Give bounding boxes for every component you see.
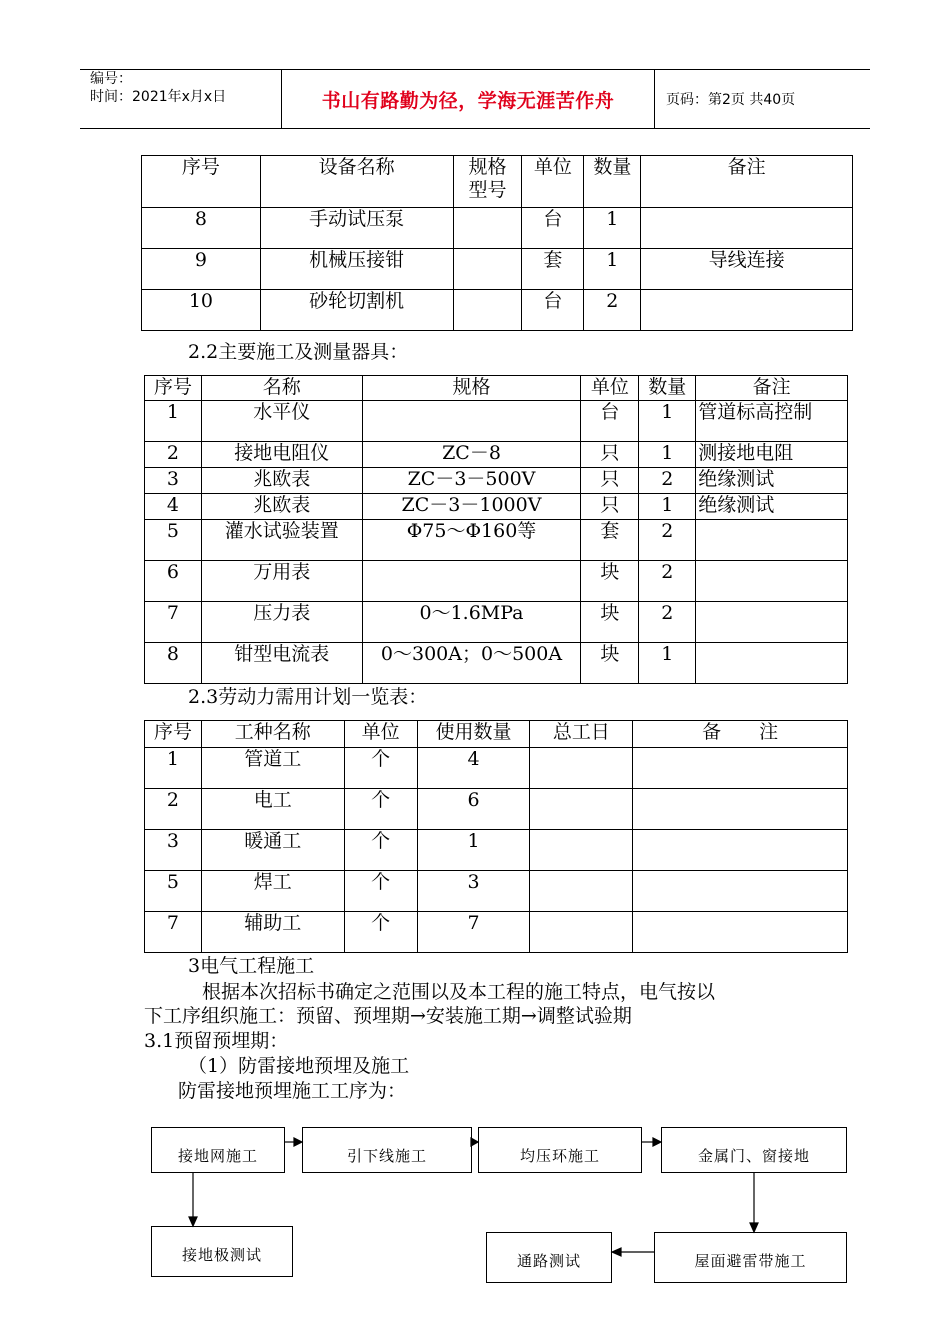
- cell: 块: [581, 561, 639, 602]
- cell: 2: [584, 290, 641, 331]
- col-header: 序号: [142, 156, 261, 208]
- section-heading: 3.1预留预埋期：: [144, 1030, 289, 1052]
- col-header: 单位: [344, 721, 417, 748]
- cell: 管道工: [201, 748, 344, 789]
- cell: 4: [417, 748, 530, 789]
- flow-step-box: 引下线施工: [302, 1127, 472, 1173]
- cell: 2: [639, 468, 696, 494]
- flow-arrowhead: [750, 1223, 758, 1232]
- page-label: 页码：第2页 共40页: [666, 92, 796, 108]
- cell: 0～300A；0～500A: [362, 643, 581, 684]
- cell: 8: [142, 208, 261, 249]
- col-header: 工种名称: [201, 721, 344, 748]
- section-heading: 2.3劳动力需用计划一览表：: [188, 686, 428, 708]
- cell: 9: [142, 249, 261, 290]
- cell: 2: [145, 789, 202, 830]
- cell: 砂轮切割机: [260, 290, 453, 331]
- cell: 只: [581, 468, 639, 494]
- cell: 钳型电流表: [201, 643, 362, 684]
- cell: 管道标高控制: [696, 401, 848, 442]
- cell: 灌水试验装置: [201, 520, 362, 561]
- cell: 万用表: [201, 561, 362, 602]
- flow-step-box: 通路测试: [486, 1232, 612, 1283]
- col-header: 备注: [641, 156, 853, 208]
- flow-step-box: 接地网施工: [151, 1127, 285, 1173]
- col-header: 序号: [145, 721, 202, 748]
- spec-header-line: 型号: [468, 179, 507, 201]
- paragraph-line: 下工序组织施工：预留、预埋期→安装施工期→调整试验期: [144, 1005, 632, 1027]
- cell: 焊工: [201, 871, 344, 912]
- cell: 6: [145, 561, 202, 602]
- cell: 机械压接钳: [260, 249, 453, 290]
- cell: 1: [145, 748, 202, 789]
- cell: 块: [581, 643, 639, 684]
- cell: Φ75～Φ160等: [362, 520, 581, 561]
- cell: 1: [417, 830, 530, 871]
- cell: 1: [639, 494, 696, 520]
- paragraph-line: 防雷接地预埋施工工序为：: [178, 1080, 407, 1102]
- flow-arrowhead: [189, 1217, 197, 1226]
- cell: 手动试压泵: [260, 208, 453, 249]
- cell: 1: [639, 442, 696, 468]
- cell: 个: [344, 789, 417, 830]
- cell: 7: [145, 602, 202, 643]
- cell: 6: [417, 789, 530, 830]
- cell: ZC－8: [362, 442, 581, 468]
- cell: 个: [344, 871, 417, 912]
- cell: 接地电阻仪: [201, 442, 362, 468]
- cell: 0～1.6MPa: [362, 602, 581, 643]
- cell: 1: [584, 249, 641, 290]
- flow-step-box: 均压环施工: [478, 1127, 642, 1173]
- cell: 套: [522, 249, 584, 290]
- cell: 1: [584, 208, 641, 249]
- flow-step-box: 接地极测试: [151, 1226, 293, 1277]
- cell: 2: [639, 520, 696, 561]
- cell: 个: [344, 830, 417, 871]
- cell: 只: [581, 494, 639, 520]
- list-item: （1）防雷接地预埋及施工: [188, 1055, 410, 1077]
- cell: 5: [145, 871, 202, 912]
- cell: 兆欧表: [201, 494, 362, 520]
- date-label: 时间：2021年x月x日: [90, 89, 227, 105]
- spec-header-line: 规格: [468, 156, 507, 178]
- flow-arrowhead: [294, 1138, 302, 1146]
- cell: 绝缘测试: [696, 468, 848, 494]
- section-heading: 3电气工程施工: [188, 955, 315, 977]
- col-header: 数量: [584, 156, 641, 208]
- col-header: 备注: [696, 376, 848, 401]
- cell: 3: [145, 830, 202, 871]
- cell: ZC－3－1000V: [362, 494, 581, 520]
- cell: ZC－3－500V: [362, 468, 581, 494]
- cell: 4: [145, 494, 202, 520]
- col-header: 序号: [145, 376, 202, 401]
- cell: 3: [417, 871, 530, 912]
- cell: 兆欧表: [201, 468, 362, 494]
- cell: 8: [145, 643, 202, 684]
- col-header: 规格: [362, 376, 581, 401]
- cell: 辅助工: [201, 912, 344, 953]
- paragraph-line: 根据本次招标书确定之范围以及本工程的施工特点，电气按以: [202, 981, 716, 1003]
- cell: 套: [581, 520, 639, 561]
- col-header: 总工日: [530, 721, 633, 748]
- cell: 块: [581, 602, 639, 643]
- cell: 个: [344, 912, 417, 953]
- cell: 台: [581, 401, 639, 442]
- cell: 压力表: [201, 602, 362, 643]
- col-header: 设备名称: [260, 156, 453, 208]
- cell: 1: [145, 401, 202, 442]
- flow-arrowhead: [612, 1248, 621, 1256]
- cell: 2: [639, 602, 696, 643]
- col-header: 单位: [522, 156, 584, 208]
- flow-arrowhead: [653, 1138, 661, 1146]
- cell: 5: [145, 520, 202, 561]
- cell: 10: [142, 290, 261, 331]
- cell: 1: [639, 401, 696, 442]
- flow-step-box: 屋面避雷带施工: [654, 1232, 847, 1283]
- motto: 书山有路勤为径，学海无涯苦作舟: [321, 90, 615, 112]
- cell: 台: [522, 290, 584, 331]
- flow-step-box: 金属门、窗接地: [661, 1127, 847, 1173]
- cell: 3: [145, 468, 202, 494]
- cell: 水平仪: [201, 401, 362, 442]
- cell: 电工: [201, 789, 344, 830]
- cell: 个: [344, 748, 417, 789]
- cell: 测接地电阻: [696, 442, 848, 468]
- cell: 1: [639, 643, 696, 684]
- col-header: 数量: [639, 376, 696, 401]
- cell: 导线连接: [641, 249, 853, 290]
- flow-arrowhead: [471, 1138, 478, 1146]
- col-header: 使用数量: [417, 721, 530, 748]
- section-heading: 2.2主要施工及测量器具：: [188, 341, 409, 363]
- col-header: 单位: [581, 376, 639, 401]
- cell: 2: [639, 561, 696, 602]
- cell: 7: [145, 912, 202, 953]
- cell: 2: [145, 442, 202, 468]
- cell: 台: [522, 208, 584, 249]
- cell: 只: [581, 442, 639, 468]
- code-label: 编号：: [90, 71, 132, 87]
- cell: 暖通工: [201, 830, 344, 871]
- col-header: 名称: [201, 376, 362, 401]
- col-header: 备 注: [633, 721, 848, 748]
- cell: 7: [417, 912, 530, 953]
- cell: 绝缘测试: [696, 494, 848, 520]
